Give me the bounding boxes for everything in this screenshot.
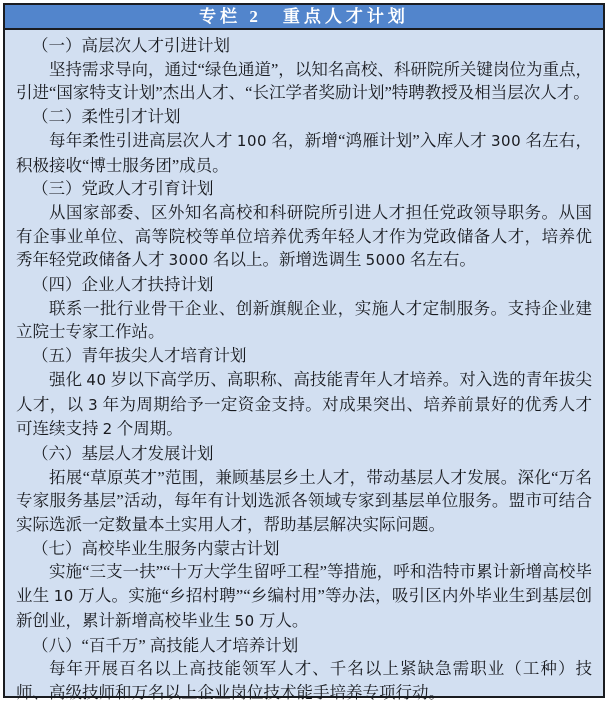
plan-section [16,177,592,273]
panel-title: 专栏 2 重点人才计划 [199,7,409,26]
plan-section [16,105,592,177]
plan-section-paragraph: 每年柔性引进高层次人才 100 名，新增“鸿雁计划”入库人才 300 名左右，积极接收“博士服务团”成员。 [16,130,593,175]
plan-section [16,344,592,442]
panel-title-bar [5,5,603,30]
plan-section-heading: （三）党政人才引育计划 [32,179,214,199]
plan-section-heading: （八）“百千万” 高技能人才培养计划 [32,635,299,655]
plan-section-heading: （五）青年拔尖人才培育计划 [32,346,247,366]
plan-section-paragraph: 每年开展百名以上高技能领军人才、千名以上紧缺急需职业（工种）技师、高级技师和万名以上企业岗位技术能手培养专项行动。 [16,659,592,702]
plan-section [16,537,592,634]
plan-section-heading: （四）企业人才扶持计划 [32,275,214,295]
plan-section-paragraph: 强化 40 岁以下高学历、高职称、高技能青年人才培养。对入选的青年拔尖人才，以 3 年为周期给予一定资金支持。对成果突出、培养前景好的优秀人才可连续支持 2 个周期。 [16,369,593,439]
plan-section-paragraph: 联系一批行业骨干企业、创新旗舰企业，实施人才定制服务。支持企业建立院士专家工作站。 [16,298,592,342]
plan-section-heading: （七）高校毕业生服务内蒙古计划 [32,538,280,558]
plan-section-paragraph: 拓展“草原英才”范围，兼顾基层乡土人才，带动基层人才发展。深化“万名专家服务基层”活动，每年有计划选派各领域专家到基层单位服务。盟市可结合实际选派一定数量本土实用人才，帮助基层解决实际问题。 [16,467,592,535]
plan-section [16,634,592,705]
key-talent-plans-panel [3,3,605,702]
plan-section [16,34,592,105]
panel-body [5,30,603,705]
plan-section-paragraph: 坚持需求导向，通过“绿色通道”，以知名高校、科研院所关键岗位为重点，引进“国家特支计划”杰出人才、“长江学者奖励计划”特聘教授及相当层次人才。 [16,59,592,103]
plan-section-heading: （六）基层人才发展计划 [32,443,214,463]
plan-section-heading: （二）柔性引才计划 [32,107,181,127]
plan-section [16,273,592,344]
plan-section-heading: （一）高层次人才引进计划 [32,36,230,55]
plan-section-paragraph: 从国家部委、区外知名高校和科研院所引进人才担任党政领导职务。从国有企事业单位、高等院校等单位培养优秀年轻人才作为党政储备人才，培养优秀年轻党政储备人才 3000 名以上。新增选调生 5000 名左右。 [16,202,592,270]
plan-section [16,442,592,537]
plan-section-paragraph: 实施“三支一扶”“十万大学生留呼工程”等措施，呼和浩特市累计新增高校毕业生 10 万人。实施“乡招村聘”“乡编村用”等办法，吸引区内外毕业生到基层创新创业，累计新增高校毕业生 50 万人。 [16,562,593,630]
